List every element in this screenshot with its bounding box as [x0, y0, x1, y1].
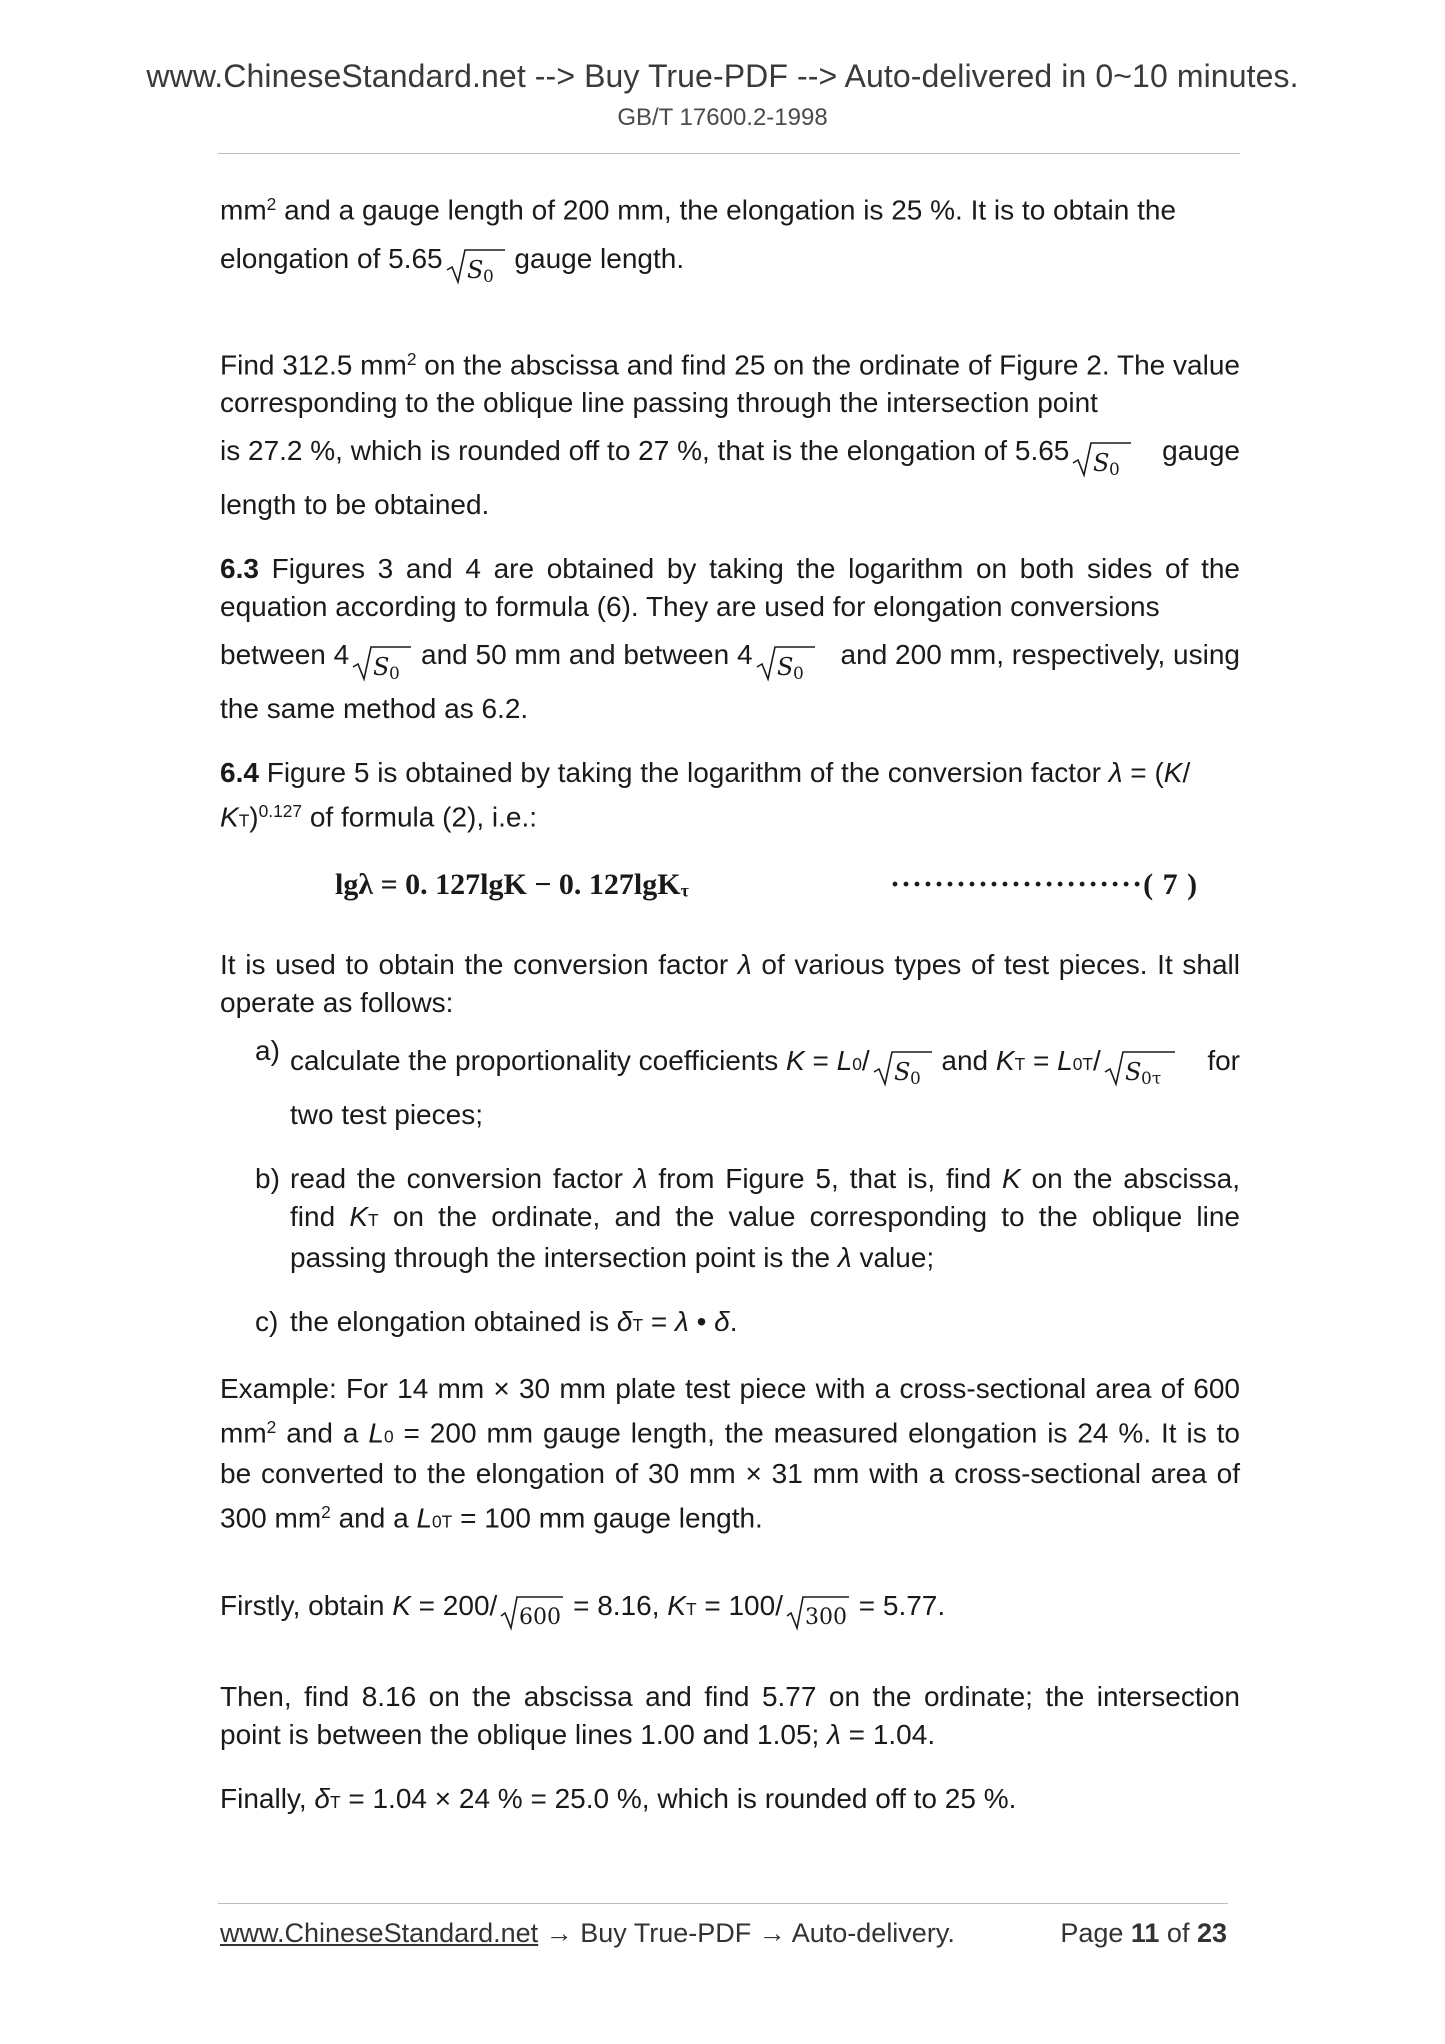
list-item-c: c) the elongation obtained is δT = λ • δ. [255, 1305, 738, 1337]
section-6-3-method: the same method as 6.2. [220, 693, 529, 725]
svg-text:S: S [1124, 1058, 1142, 1087]
sqrt-s0 [872, 1038, 934, 1096]
footer-tagline: → Buy True-PDF → Auto-delivery. [538, 1918, 955, 1948]
paragraph-finally: Finally, δT = 1.04 × 24 % = 25.0 %, which is rounded off to 25 %. [220, 1783, 1017, 1815]
steps-list [255, 1032, 1240, 1344]
header-banner: www.ChineseStandard.net --> Buy True-PDF --> Auto-delivered in 0~10 minutes. [146, 58, 1299, 94]
svg-text:0: 0 [792, 663, 804, 683]
svg-text:0: 0 [909, 1069, 921, 1089]
svg-text:S: S [373, 652, 390, 681]
footer-left [220, 1918, 955, 1949]
svg-text:0: 0 [389, 663, 401, 683]
paragraph-find-312: Find 312.5 $mm^2$ on the abscissa and find 25 on the ordinate of Figure 2. The value corresponding to the oblique line passing through the intersection point [220, 348, 1240, 419]
sqrt-300 [785, 1593, 851, 1633]
paragraph-example: Example: For 14 mm × 30 mm plate test piece with a cross-sectional area of 600 $mm^2$ and a L0 = 200 mm gauge length, the measured elongation is 24 %. It is to be converted to the elongation of 30 mm × 31 mm with a cross-sectional area of 300 $mm^2$ and a L0T = 100 mm gauge length. [220, 1372, 1240, 1534]
paragraph-then: Then, find 8.16 on the abscissa and find 5.77 on the ordinate; the intersection point is between the oblique lines 1.00 and 1.05; λ = 1.04. [220, 1681, 1240, 1751]
svg-text:0: 0 [1109, 459, 1121, 479]
svg-text:0: 0 [482, 267, 494, 287]
paragraph-gauge-length: elongation of 5.65 S 0 gauge length. [220, 230, 1240, 294]
section-6-3: 6.3 Figures 3 and 4 are obtained by taking the logarithm on both sides of the equation according to formula (6). They are used for elongation conversions [220, 553, 1240, 623]
svg-text:S: S [1093, 448, 1110, 477]
svg-text:S: S [893, 1058, 911, 1087]
page-number: Page 11 of 23 [1060, 1918, 1227, 1948]
svg-text:S: S [776, 652, 794, 681]
paragraph-firstly: Firstly, obtain K = 200/ 600 = 8.16, KT = 100/ 300 = 5.77. [220, 1589, 946, 1631]
standard-id: GB/T 17600.2-1998 [617, 104, 828, 131]
svg-text:0τ: 0τ [1140, 1069, 1161, 1089]
formula-7: lgλ = 0. 127lgK − 0. 127lgKτ ·······················( 7 ) [220, 856, 1240, 916]
paragraph-obtained: length to be obtained. [220, 489, 490, 521]
sqrt-s0t [1103, 1038, 1177, 1096]
footer-divider [218, 1903, 1228, 1904]
list-item-a: a) calculate the proportionality coefficients K = L0/ S 0 and KT = L0T/ S 0τ for two test pieces; [255, 1034, 1240, 1130]
section-6-4: 6.4 Figure 5 is obtained by taking the logarithm of the conversion factor λ = (K/ KT)$^{0.127}$ of formula (2), i.e.: [220, 757, 1191, 833]
paragraph-continuation: $mm^2$ and a gauge length of 200 mm, the elongation is 25 %. It is to obtain the [220, 194, 1177, 226]
section-6-3-between: between 4 S 0 and 50 mm and between 4 S 0 and 200 mm, respectively, using [220, 626, 1240, 690]
paragraph-conversion-factor: It is used to obtain the conversion factor λ of various types of test pieces. It shall operate as follows: [220, 948, 1240, 1018]
page-content [220, 185, 1240, 1821]
svg-text:S: S [466, 256, 484, 285]
footer-site-link[interactable]: www.ChineseStandard.net [220, 1918, 539, 1948]
sqrt-s0 [445, 236, 507, 294]
sqrt-s0 [1071, 428, 1133, 486]
header-divider [218, 153, 1240, 154]
formula-number: ·······················( 7 ) [890, 867, 1199, 901]
list-item-b: b) read the conversion factor λ from Figure 5, that is, find K on the abscissa, find KT on the ordinate, and the value corresponding to the oblique line passing through the intersection point is the λ value; [255, 1162, 1240, 1273]
svg-text:600: 600 [519, 1605, 562, 1631]
paragraph-rounded: is 27.2 %, which is rounded off to 27 %, that is the elongation of 5.65 S 0 gauge [220, 422, 1240, 486]
sqrt-600 [499, 1593, 565, 1633]
sqrt-s0 [755, 632, 817, 690]
svg-text:300: 300 [804, 1605, 847, 1631]
sqrt-s0 [351, 632, 413, 690]
